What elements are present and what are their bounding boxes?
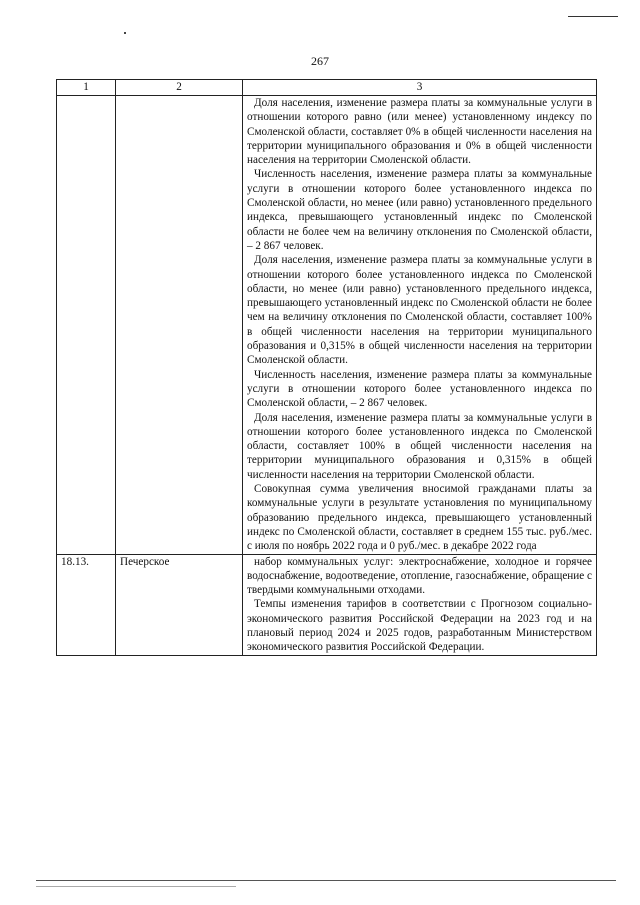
paragraph: Численность населения, изменение размера платы за коммунальные услуги в отношении которого более установленного индекса по Смоленской области, – 2 867 человек. [247,368,592,410]
header-rule [568,16,618,17]
table-row-continuation [57,96,597,555]
header-row [57,80,597,96]
paragraph: Численность населения, изменение размера платы за коммунальные услуги в отношении которого более установленного индекса по Смоленской области, но менее (или равно) установленного предельного индекса, превышающего установленный индекс по Смоленской области не более чем на величину отклонения по Смоленской области, – 2 867 человек. [247,168,592,252]
paragraph: Доля населения, изменение размера платы за коммунальные услуги в отношении которого более установленного индекса по Смоленской области, составляет 100% в общей численности населения на территории муниципального образования и 0,315% в общей численности населения на территории Смоленской области. [247,411,592,481]
paragraph: Темпы изменения тарифов в соответствии с Прогнозом социально-экономического развития Российской Федерации на 2023 год и на плановый период 2024 и 2025 годов, разработанным Министерством экономического развития Российской Федерации. [247,598,592,654]
footer-rule-short [36,886,236,887]
column-header-1: 1 [57,80,116,96]
cell-number-empty [57,96,116,555]
paragraph: набор коммунальных услуг: электроснабжение, холодное и горячее водоснабжение, водоотведение, отопление, газоснабжение, обращение с твердыми коммунальными отходами. [247,555,592,597]
page-number: 267 [311,54,329,68]
paragraph: Доля населения, изменение размера платы за коммунальные услуги в отношении которого равно (или менее) установленному индексу по Смоленской области, составляет 0% в общей численности населения на территории муниципального образования и 0% в общей численности населения на территории Смоленской области. [247,97,592,167]
municipality-name: Печерское [116,554,243,655]
column-header-3: 3 [243,80,597,96]
table-row-18-13 [57,554,597,655]
cell-description [243,96,597,555]
cell-description [243,554,597,655]
row-number: 18.13. [57,554,116,655]
paragraph: Доля населения, изменение размера платы за коммунальные услуги в отношении которого более установленного индекса по Смоленской области, но менее (или равно) установленного предельного индекса, превышающего установленный индекс по Смоленской области не более чем на величину отклонения по Смоленской области, составляет 100% в общей численности населения на территории муниципального образования и 0,315% в общей численности населения на территории Смоленской области. [247,254,592,367]
scan-mark [124,32,126,34]
footer-rule [36,880,616,881]
column-header-2: 2 [116,80,243,96]
cell-name-empty [116,96,243,555]
paragraph: Совокупная сумма увеличения вносимой гражданами платы за коммунальные услуги в результате установления по муниципальному образованию предельного индекса, превышающего установленный индекс по Смоленской области, составляет в среднем 155 тыс. руб./мес. с июля по ноябрь 2022 года и 0 руб./мес. в декабре 2022 года [247,483,592,553]
data-table [56,79,597,656]
